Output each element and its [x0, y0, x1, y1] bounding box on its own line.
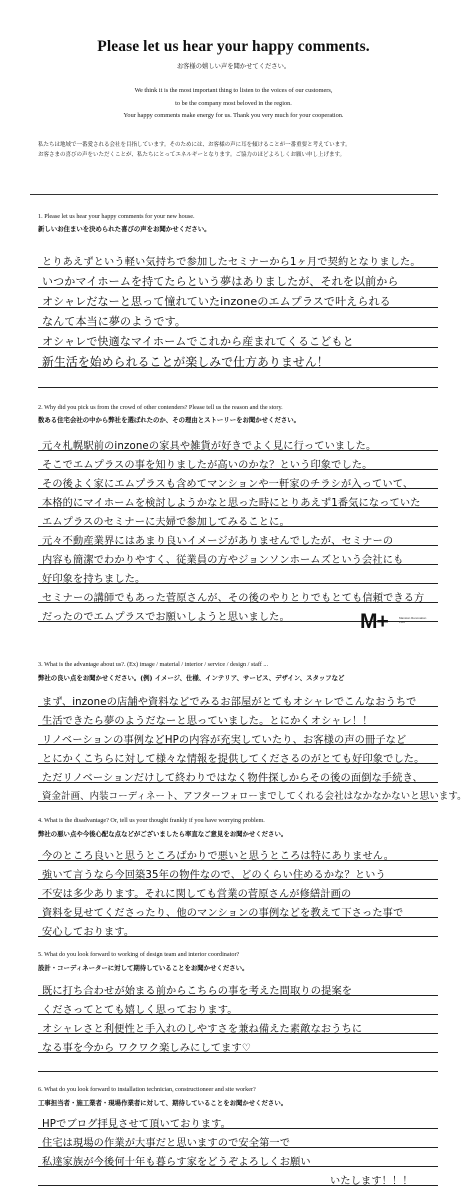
handwritten-answer-2-line: 本格的にマイホームを検討しようかなと思った時にとりあえず1番気になっていた [42, 498, 421, 509]
intro-en-line: to be the company most beloved in the region. [175, 99, 292, 107]
handwritten-answer-1-line: オシャレだなーと思って憧れていたinzoneのエムプラスで叶えられる [42, 295, 391, 308]
handwritten-answer-2-line: 好印象を持ちました。 [42, 574, 146, 585]
intro-english [0, 85, 467, 123]
handwritten-answer-3-line: ただリノベーションだけして終わりではなく物件探しからその後の面倒な手続き、 [42, 773, 423, 784]
handwritten-answer-2-line: その後よく家にエムプラスも含めてマンションや一軒家のチラシが入っていて、 [42, 479, 414, 490]
handwritten-answer-3-line: 生活できたら夢のようだなーと思っていました。とにかくオシャレ！！ [42, 716, 373, 727]
logo-mark: M+ [360, 610, 388, 633]
question-6-japanese: 工事担当者・施工業者・現場作業者に対して、期待していることをお聞かせください。 [38, 1099, 288, 1107]
handwritten-answer-2-line: エムプラスのセミナーに夫婦で参加してみることに。 [42, 517, 290, 528]
question-3-japanese: 弊社の良い点をお聞かせください。(例) イメージ、仕様、インテリア、サービス、デザイン、スタッフなど [38, 674, 345, 682]
handwritten-answer-5-line: なる事を今から ワクワク楽しみにしてます♡ [42, 1043, 252, 1054]
question-6-english: 6. What do you look forward to installation technician, constructioneer and site worker? [38, 1086, 256, 1093]
intro-jp-line: 私たちは地域で一番愛される会社を目指しています。そのためには、お客様の声に耳を傾けることが一番重要と考えています。 [38, 142, 351, 148]
brand-logo [360, 610, 432, 636]
question-4-japanese: 弊社の悪い点や今後心配な点などがございましたら率直なご意見をお聞かせください。 [38, 830, 288, 838]
divider [30, 194, 438, 195]
intro-japanese [38, 141, 438, 160]
handwritten-answer-2-line: だったのでエムプラスでお願いしようと思いました。 [42, 612, 290, 623]
handwritten-answer-5-line: オシャレさと利便性と手入れのしやすさを兼ね備えた素敵なおうちに [42, 1024, 363, 1035]
handwritten-answer-1-line: なんて本当に夢のようです。 [42, 315, 187, 328]
handwritten-answer-1-line: とりあえずという軽い気持ちで参加したセミナーから1ヶ月で契約となりました。 [42, 257, 421, 268]
handwritten-answer-3-line: まず、inzoneの店舗や資料などでみるお部屋がとてもオシャレでこんなおうちで [42, 697, 417, 708]
handwritten-answer-4-line: 安心しております。 [42, 927, 135, 938]
question-5-japanese: 設計・コーディネーターに対して期待していることをお聞かせください。 [38, 964, 249, 972]
intro-en-line: We think it is the most important thing to listen to the voices of our customers, [134, 87, 333, 94]
handwritten-answer-4-line: 今のところ良いと思うところばかりで悪いと思うところは特にありません。 [42, 851, 395, 862]
handwritten-answer-2-line: 元々札幌駅前のinzoneの家具や雑貨が好きでよく見に行っていました。 [42, 441, 377, 452]
question-2-japanese: 数ある住宅会社の中から弊社を選ばれたのか、その理由とストーリーをお聞かせください。 [38, 416, 301, 424]
handwritten-answer-6-line: HPでブログ拝見させて頂いております。 [42, 1119, 232, 1130]
handwritten-answer-2-line: そこでエムプラスの事を知りましたが高いのかな？という印象でした。 [42, 460, 373, 471]
handwritten-answer-1-line: いつかマイホームを持てたらという夢はありましたが、それを以前から [42, 275, 399, 288]
page-title: Please let us hear your happy comments. [97, 38, 370, 55]
handwritten-answer-3-line: リノベーションの事例などHPの内容が充実していたり、お客様の声の冊子など [42, 735, 407, 746]
question-4-english: 4. What is the disadvantage? Or, tell us your thought frankly if you have worrying problem. [38, 817, 265, 824]
question-1-english: 1. Please let us hear your happy comments for your new house. [38, 213, 195, 220]
handwritten-answer-6-line: 私達家族が今後何十年も暮らす家をどうぞよろしくお願い [42, 1157, 311, 1168]
question-5-english: 5. What do you look forward to working of design team and interior coordinator? [38, 951, 240, 958]
handwritten-answer-4-line: 強いて言うなら今回築35年の物件なので、どのくらい住めるかな？という [42, 870, 386, 881]
question-1-japanese: 新しいお住まいを決められた喜びの声をお聞かせください。 [38, 225, 211, 233]
handwritten-answer-3-line: とにかくこちらに対して様々な情報を提供してくださるのがとても好印象でした。 [42, 754, 425, 765]
intro-jp-line: お客さまの喜びの声をいただくことが、私たちにとってエネルギーとなります。ご協力のほどよろしくお願い申し上げます。 [38, 151, 346, 158]
handwritten-answer-6-line: 住宅は現場の作業が大事だと思いますので安全第一で [42, 1138, 291, 1149]
handwritten-answer-1-line: オシャレで快適なマイホームでこれから産まれてくるこどもと [42, 335, 354, 348]
handwritten-answer-4-line: 資料を見せてくださったり、他のマンションの事例などを教えて下さった事で [42, 908, 404, 919]
handwritten-answer-2-line: 元々不動産業界にはあまり良いイメージがありませんでしたが、セミナーの [42, 536, 394, 547]
handwritten-answer-3-line: 資金計画、内装コーディネート、アフターフォローまでしてくれる会社はなかなかないと思います。 [42, 791, 467, 802]
page-subtitle: お客様の嬉しい声を聞かせてください。 [176, 63, 291, 70]
handwritten-answer-4-line: 不安は多少あります。それに関しても営業の菅原さんが修繕計画の [42, 889, 352, 900]
handwritten-answer-6-line: いたします！！！ [330, 1176, 413, 1187]
handwritten-answer-5-line: 既に打ち合わせが始まる前からこちらの事を考えた間取りの提案を [42, 986, 353, 997]
answer-line [38, 1071, 438, 1072]
handwritten-answer-5-line: くださってとても嬉しく思っております。 [42, 1005, 238, 1016]
question-3-english: 3. What is the advantage about us?. (Ex) image / material / interior / service / design / staff ... [38, 661, 269, 668]
handwritten-answer-1-line: 新生活を始められることが楽しみで仕方ありません！ [42, 355, 329, 369]
intro-en-line: Your happy comments make energy for us. Thank you very much for your cooperation. [123, 112, 344, 119]
question-2-english: 2. Why did you pick us from the crowd of other contenders? Please tell us the reason and the story. [38, 404, 283, 411]
handwritten-answer-2-line: セミナーの講師でもあった菅原さんが、その後のやりとりでもとても信頼できる方 [42, 593, 425, 604]
handwritten-answer-2-line: 内容も簡潔でわかりやすく、従業員の方やジョンソンホームズという会社にも [42, 555, 404, 566]
logo-wordmark: Mansion Renovation Plus [399, 616, 427, 624]
answer-line [38, 387, 438, 388]
